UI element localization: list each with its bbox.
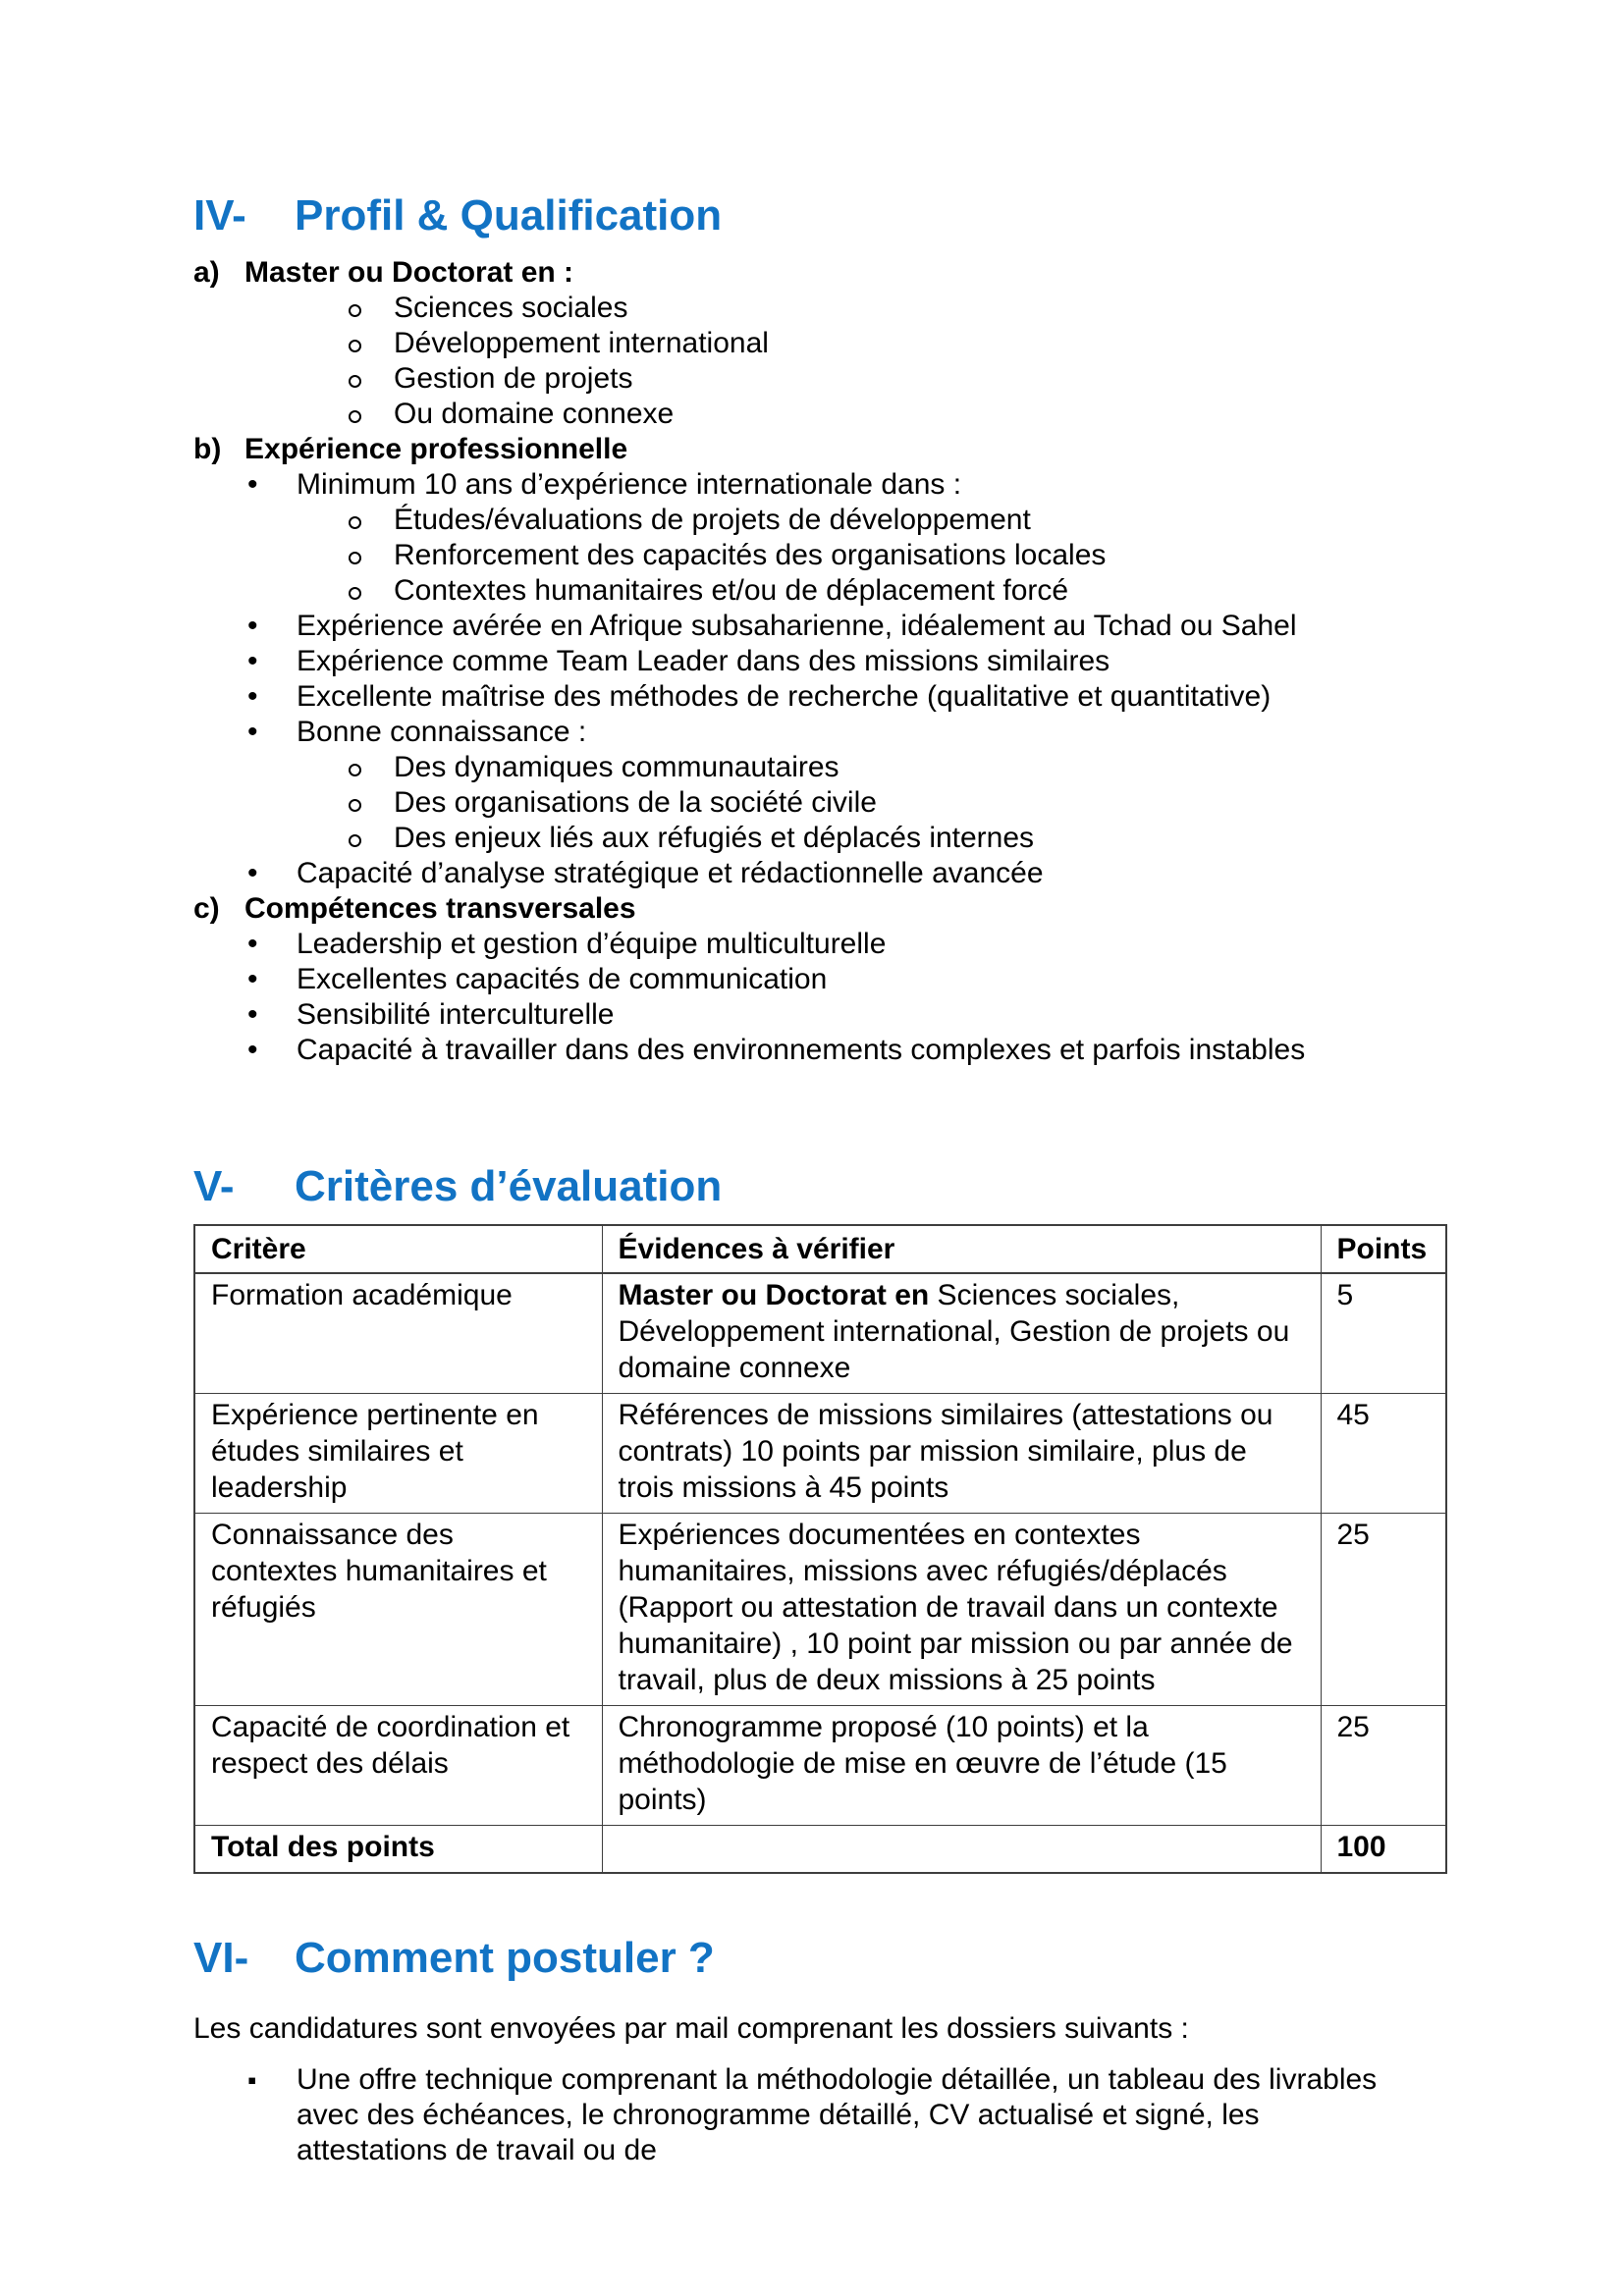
bullet-icon: •	[247, 468, 258, 501]
list-item: Des organisations de la société civile	[193, 785, 1445, 821]
cell-points: 25	[1321, 1514, 1446, 1706]
cell-points: 45	[1321, 1394, 1446, 1514]
cell-evidence: Expériences documentées en contextes humanitaires, missions avec réfugiés/déplacés (Rapport ou attestation de travail dans un contexte humanitaire) , 10 point par mission ou par année de travail, plus de deux missions à 25 points	[602, 1514, 1321, 1706]
evidence-text: Sciences sociales, Développement international, Gestion de projets ou domaine connexe	[618, 1279, 1290, 1384]
list-item: • Minimum 10 ans d’expérience internationale dans :	[247, 468, 962, 501]
bullet-icon: •	[247, 998, 258, 1031]
list-item: • Expérience avérée en Afrique subsaharienne, idéalement au Tchad ou Sahel	[247, 610, 1297, 642]
section-number: IV-	[193, 191, 246, 240]
bullet-icon: •	[247, 1034, 258, 1066]
bullet-icon: •	[247, 928, 258, 960]
list-item: Sciences sociales	[193, 291, 1445, 326]
cell-evidence	[602, 1273, 1321, 1394]
cell-points: 5	[1321, 1273, 1446, 1394]
cell-critere: Formation académique	[194, 1273, 602, 1394]
circle-bullet-icon	[349, 587, 361, 600]
bullet-icon: •	[247, 857, 258, 889]
list-item: Gestion de projets	[193, 361, 1445, 397]
total-empty-cell	[602, 1826, 1321, 1874]
section-heading-v	[193, 1163, 1445, 1210]
list-item: • Capacité d’analyse stratégique et rédactionnelle avancée	[247, 857, 1044, 889]
table-row	[194, 1514, 1446, 1706]
list-item: • Expérience comme Team Leader dans des missions similaires	[247, 645, 1110, 677]
cell-points: 25	[1321, 1706, 1446, 1826]
list-title: Expérience professionnelle	[244, 433, 628, 465]
circle-bullet-icon	[349, 375, 361, 388]
criteria-table	[193, 1224, 1447, 1874]
list-item-c	[193, 891, 1445, 927]
circle-bullet-icon	[349, 410, 361, 423]
list-item-b	[193, 432, 1445, 467]
circle-bullet-icon	[349, 799, 361, 812]
list-item: • Excellentes capacités de communication	[247, 963, 828, 995]
bullet-icon: •	[247, 716, 258, 748]
section-number: V-	[193, 1162, 235, 1210]
section-title: Comment postuler ?	[295, 1934, 715, 1982]
list-item-text: Une offre technique comprenant la méthodologie détaillée, un tableau des livrables avec des échéances, le chronogramme détaillé, CV actualisé et signé, les attestations de travail ou de	[297, 2063, 1378, 2166]
bullet-icon: •	[247, 680, 258, 713]
total-label: Total des points	[194, 1826, 602, 1874]
list-item: Renforcement des capacités des organisations locales	[193, 538, 1445, 573]
list-item: Contextes humanitaires et/ou de déplacement forcé	[193, 573, 1445, 609]
list-label: b)	[193, 433, 222, 465]
intro-paragraph: Les candidatures sont envoyées par mail comprenant les dossiers suivants :	[193, 2012, 1189, 2045]
table-row	[194, 1273, 1446, 1394]
list-item: Études/évaluations de projets de développement	[193, 503, 1445, 538]
cell-critere: Capacité de coordination et respect des délais	[194, 1706, 602, 1826]
list-title: Master ou Doctorat en :	[244, 256, 574, 289]
list-item: • Sensibilité interculturelle	[247, 998, 615, 1031]
list-title: Compétences transversales	[244, 892, 636, 925]
total-points: 100	[1321, 1826, 1446, 1874]
section-heading-vi	[193, 1935, 1445, 1982]
table-header-row	[194, 1225, 1446, 1273]
circle-bullet-icon	[349, 304, 361, 317]
list-item: Des dynamiques communautaires	[193, 750, 1445, 785]
cell-critere: Expérience pertinente en études similaires et leadership	[194, 1394, 602, 1514]
col-header-points: Points	[1321, 1225, 1446, 1273]
list-item: • Capacité à travailler dans des environnements complexes et parfois instables	[247, 1034, 1306, 1066]
list-label: a)	[193, 256, 220, 289]
bullet-icon: •	[247, 963, 258, 995]
list-item	[193, 2062, 1445, 2168]
list-item: • Leadership et gestion d’équipe multiculturelle	[247, 928, 887, 960]
circle-bullet-icon	[349, 552, 361, 564]
circle-bullet-icon	[349, 340, 361, 352]
evidence-bold-text: Master ou Doctorat en	[618, 1279, 930, 1311]
circle-bullet-icon	[349, 516, 361, 529]
col-header-critere: Critère	[194, 1225, 602, 1273]
cell-critere: Connaissance des contextes humanitaires et réfugiés	[194, 1514, 602, 1706]
table-row	[194, 1394, 1446, 1514]
section-title: Profil & Qualification	[295, 191, 723, 240]
circle-bullet-icon	[349, 764, 361, 776]
list-item: Ou domaine connexe	[193, 397, 1445, 432]
square-bullet-icon: ▪	[247, 2065, 257, 2095]
col-header-evidences: Évidences à vérifier	[602, 1225, 1321, 1273]
list-item: • Bonne connaissance :	[247, 716, 587, 748]
list-item: Des enjeux liés aux réfugiés et déplacés internes	[193, 821, 1445, 856]
bullet-icon: •	[247, 610, 258, 642]
section-number: VI-	[193, 1934, 249, 1982]
circle-bullet-icon	[349, 834, 361, 847]
list-item: • Excellente maîtrise des méthodes de recherche (qualitative et quantitative)	[247, 680, 1272, 713]
bullet-icon: •	[247, 645, 258, 677]
list-item: Développement international	[193, 326, 1445, 361]
section-title: Critères d’évaluation	[295, 1162, 723, 1210]
table-total-row	[194, 1826, 1446, 1874]
cell-evidence: Chronogramme proposé (10 points) et la méthodologie de mise en œuvre de l’étude (15 points)	[602, 1706, 1321, 1826]
list-label: c)	[193, 892, 220, 925]
section-heading-iv	[193, 192, 1445, 240]
list-item-a	[193, 255, 1445, 291]
cell-evidence: Références de missions similaires (attestations ou contrats) 10 points par mission similaire, plus de trois missions à 45 points	[602, 1394, 1321, 1514]
table-row	[194, 1706, 1446, 1826]
